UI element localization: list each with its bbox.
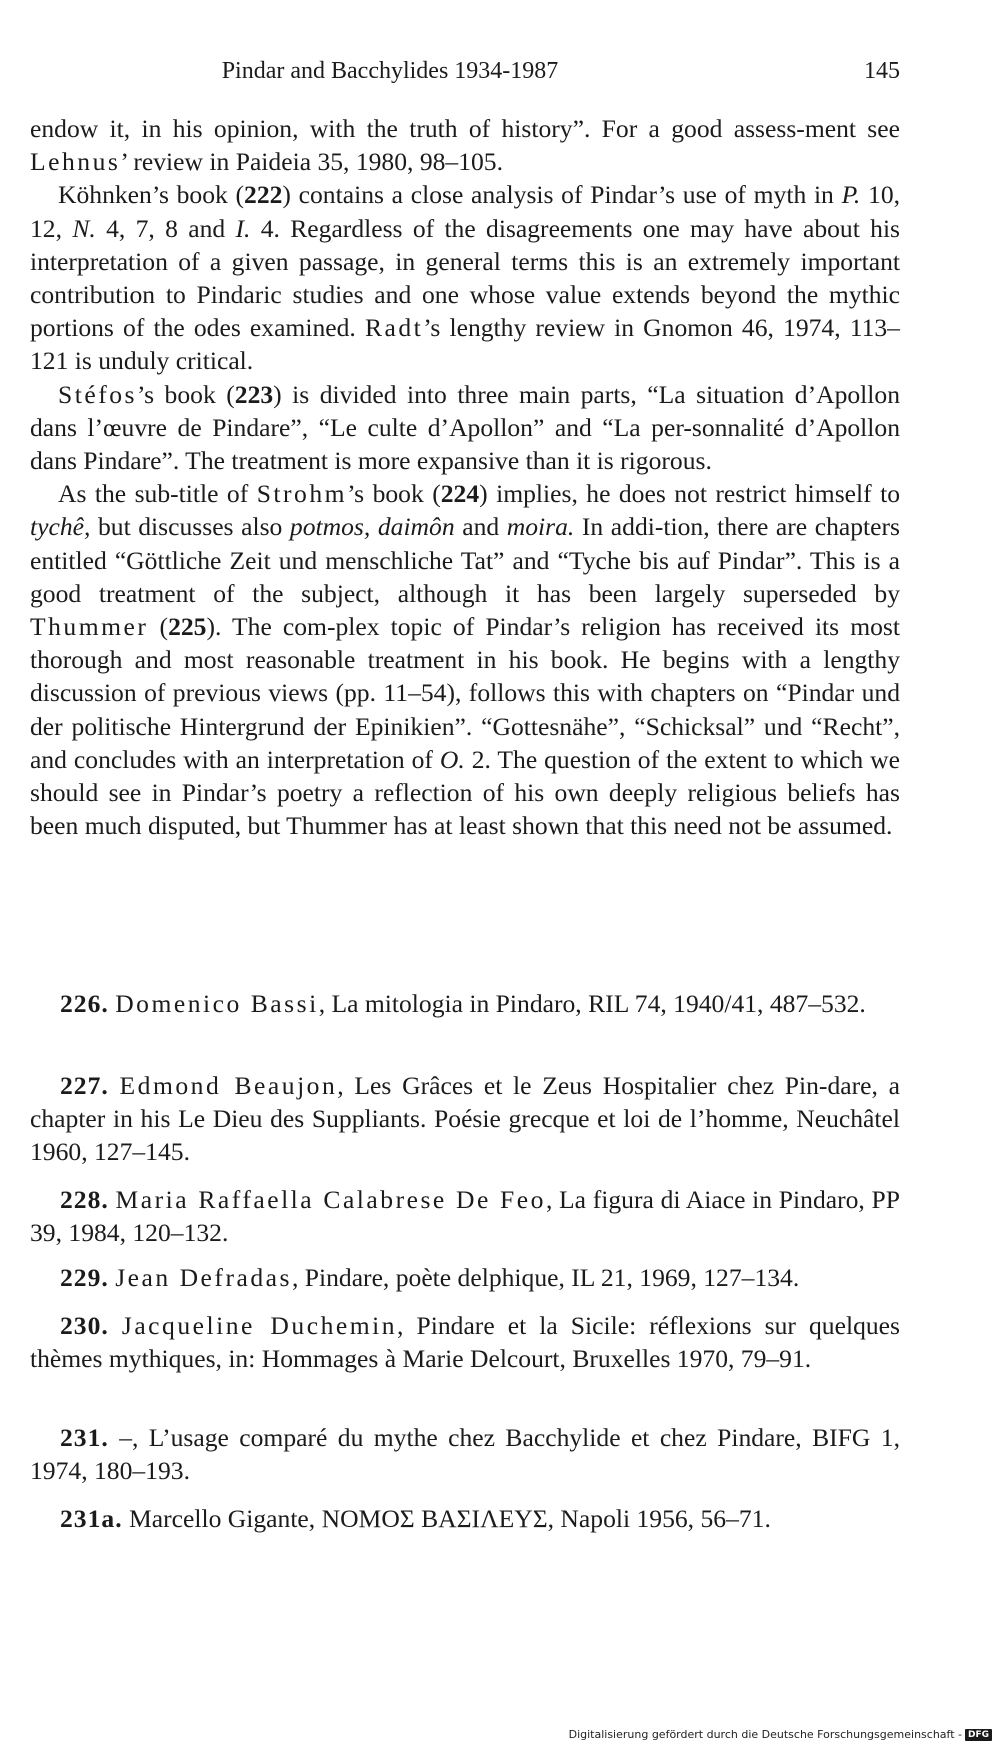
running-title: Pindar and Bacchylides 1934-1987 <box>221 58 559 84</box>
paragraph-4 <box>30 477 900 842</box>
entry-number: 228. <box>60 1185 109 1214</box>
bib-entry-227 <box>30 1069 900 1169</box>
bib-entry-229 <box>30 1261 900 1294</box>
page-header <box>30 54 900 94</box>
text-run: ’s book ( <box>136 379 235 409</box>
italic-term: potmos, daimôn <box>289 512 455 542</box>
entry-title: , La figura di Aiace in Pindaro, PP 39, 1984, 120–132. <box>30 1185 900 1248</box>
text-run: ’s lengthy review in Gnomon 46, 1974, 113–121 is unduly critical. <box>30 313 900 376</box>
italic-term: moira. <box>506 512 575 542</box>
entry-author: Edmond Beaujon <box>119 1071 338 1100</box>
footer-text: Digitalisierung gefördert durch die Deutsche Forschungsgemeinschaft - <box>568 1728 962 1741</box>
text-run: ). The com-plex topic of Pindar’s religion has received its most thorough and most reasonable treatment in his book. He begins with a lengthy discussion of previous views (pp. 11–54), follows this with chapters on “Pindar und der politische Hintergrund der Epinikien”. “Gottesnähe”, “Schicksal” und “Recht”, and concludes with an interpretation of <box>30 612 900 774</box>
text-run: ) is divided into three main parts, “La situation d’Apollon dans l’œuvre de Pindare”, “Le culte d’Apollon” and “La per-sonnalité d’Apollon dans Pindare”. The treatment is more expansive than it is rigorous. <box>30 379 900 476</box>
entry-number: 231. <box>60 1423 109 1452</box>
author-name-strohm: Strohm <box>256 479 348 509</box>
text-run: 4, 7, 8 and <box>95 213 236 243</box>
paragraph-1 <box>30 112 900 178</box>
bib-entry-226 <box>30 987 900 1020</box>
entry-number: 226. <box>60 989 109 1018</box>
bib-entry <box>30 1069 900 1169</box>
entry-number: 231a. <box>60 1504 123 1533</box>
body-text <box>30 112 900 842</box>
paragraph-2 <box>30 178 900 377</box>
entry-number: 230. <box>60 1311 109 1340</box>
bib-entry-231a <box>30 1502 900 1535</box>
entry-title: , Pindare et la Sicile: réflexions sur quelques thèmes mythiques, in: Hommages à Marie Delcourt, Bruxelles 1970, 79–91. <box>30 1311 900 1374</box>
bib-entry <box>30 987 900 1020</box>
bib-entry-228 <box>30 1183 900 1249</box>
reference-number: 223 <box>234 379 274 409</box>
italic-abbrev: I. <box>235 213 251 243</box>
entry-title: , La mitologia in Pindaro, RIL 74, 1940/41, 487–532. <box>318 989 866 1018</box>
entry-author: Domenico Bassi <box>115 989 319 1018</box>
bib-entry <box>30 1183 900 1249</box>
text-run: ) contains a close analysis of Pindar’s use of myth in <box>282 180 842 210</box>
entry-title: , Les Grâces et le Zeus Hospitalier chez Pin-dare, a chapter in his Le Dieu des Suppliants. Poésie grecque et loi de l’homme, Neuchâtel 1960, 127–145. <box>30 1071 900 1167</box>
text-run: ( <box>148 612 169 642</box>
bib-entry <box>30 1502 900 1535</box>
text-run: endow it, in his opinion, with the truth of history”. For a good assess-ment see <box>30 114 900 143</box>
paragraph-3 <box>30 378 900 478</box>
text-run: In addi-tion, there are chapters entitled “Göttliche Zeit und menschliche Tat” and “Tyche bis auf Pindar”. This is a good treatment of the subject, although it has been largely superseded by <box>30 512 900 608</box>
italic-abbrev: P. <box>841 180 861 210</box>
digitization-footer <box>569 1728 992 1741</box>
reference-number: 222 <box>244 180 283 210</box>
text-run: but discusses also <box>90 512 290 542</box>
text-run: ’s book ( <box>347 479 441 509</box>
entry-title: , ΝΟΜΟΣ ΒΑΣΙΛΕΥΣ, Napoli 1956, 56–71. <box>308 1504 771 1533</box>
author-name-thummer: Thummer <box>30 612 149 642</box>
text-run: ) implies, he does not restrict himself to <box>479 479 901 509</box>
reference-number: 224 <box>440 479 480 509</box>
text-run: 2. The question of the extent to which we should see in Pindar’s poetry a reflection of his own deeply religious beliefs has been much disputed, but Thummer has at least shown that this need not be assumed. <box>30 744 900 841</box>
entry-title: , L’usage comparé du mythe chez Bacchylide et chez Pindare, BIFG 1, 1974, 180–193. <box>30 1423 900 1486</box>
author-name-lehnus: Lehnus <box>30 147 121 177</box>
text-run: ’ review in Paideia 35, 1980, 98–105. <box>120 147 504 177</box>
text-run: As the sub-title of <box>58 479 257 509</box>
bib-entry <box>30 1261 900 1294</box>
entry-author: – <box>119 1423 132 1452</box>
entry-author: Jean Defradas <box>115 1263 292 1292</box>
entry-title: , Pindare, poète delphique, IL 21, 1969, 127–134. <box>291 1263 800 1292</box>
entry-number: 227. <box>60 1071 109 1100</box>
italic-term: tychê, <box>30 512 91 542</box>
page-number: 145 <box>864 58 900 84</box>
text-run: Köhnken’s book ( <box>58 180 245 210</box>
dfg-logo-icon[interactable]: DFG <box>965 1729 992 1741</box>
bib-entry-230 <box>30 1309 900 1375</box>
text-run: 10, 12, <box>30 180 901 243</box>
italic-abbrev: N. <box>72 213 96 243</box>
author-name-stefos: Stéfos <box>58 379 137 409</box>
text-run: 4. Regardless of the disagreements one may have about his interpretation of a given passage, in general terms this is an extremely important contribution to Pindaric studies and one whose value extends beyond the mythic portions of the odes examined. <box>30 213 901 343</box>
italic-abbrev: O. <box>439 744 465 774</box>
bib-entry-231 <box>30 1421 900 1487</box>
text-run: and <box>454 512 507 542</box>
reference-number: 225 <box>168 612 207 642</box>
entry-number: 229. <box>60 1263 109 1292</box>
bib-entry <box>30 1309 900 1375</box>
entry-author: Marcello Gigante <box>129 1504 309 1533</box>
entry-author: Maria Raffaella Calabrese De Feo <box>115 1185 546 1214</box>
bib-entry <box>30 1421 900 1487</box>
entry-author: Jacqueline Duchemin <box>121 1311 398 1340</box>
author-name-radt: Radt <box>364 313 424 343</box>
